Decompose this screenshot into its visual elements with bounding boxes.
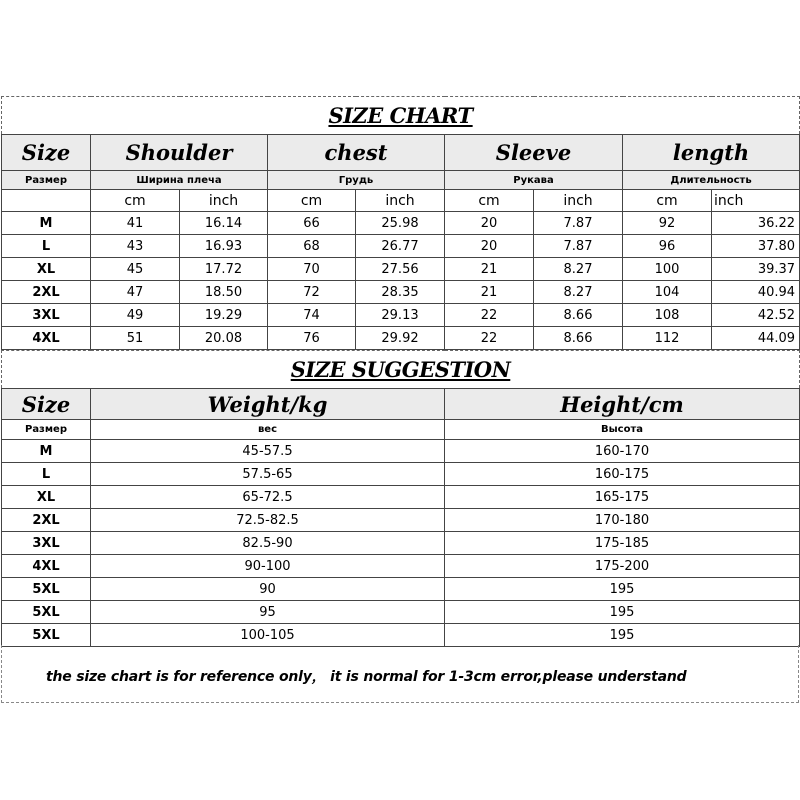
size-chart-header-row bbox=[2, 135, 800, 171]
cell-sleeve-inch: 7.87 bbox=[534, 235, 623, 258]
cell-length-cm: 100 bbox=[623, 258, 712, 281]
unit-blank bbox=[2, 190, 91, 212]
size-chart-table bbox=[1, 96, 800, 350]
subheader-size: Размер bbox=[2, 171, 91, 190]
cell-shoulder-cm: 43 bbox=[91, 235, 180, 258]
subheader-height: Высота bbox=[445, 420, 800, 440]
cell-sleeve-inch: 8.27 bbox=[534, 258, 623, 281]
table-row bbox=[2, 486, 800, 509]
cell-shoulder-inch: 19.29 bbox=[180, 304, 268, 327]
header-length: length bbox=[623, 135, 800, 171]
row-size: 4XL bbox=[2, 555, 91, 578]
cell-shoulder-cm: 51 bbox=[91, 327, 180, 350]
unit-inch: inch bbox=[356, 190, 445, 212]
subheader-sleeve: Рукава bbox=[445, 171, 623, 190]
cell-sleeve-cm: 20 bbox=[445, 212, 534, 235]
row-size: M bbox=[2, 440, 91, 463]
cell-chest-inch: 29.92 bbox=[356, 327, 445, 350]
unit-cm: cm bbox=[623, 190, 712, 212]
cell-shoulder-inch: 20.08 bbox=[180, 327, 268, 350]
cell-height: 170-180 bbox=[445, 509, 800, 532]
row-size: XL bbox=[2, 486, 91, 509]
unit-inch: inch bbox=[712, 190, 800, 212]
row-size: M bbox=[2, 212, 91, 235]
table-row bbox=[2, 258, 800, 281]
cell-chest-inch: 27.56 bbox=[356, 258, 445, 281]
cell-sleeve-cm: 21 bbox=[445, 258, 534, 281]
cell-sleeve-cm: 21 bbox=[445, 281, 534, 304]
cell-weight: 90 bbox=[91, 578, 445, 601]
header-size: Size bbox=[2, 135, 91, 171]
row-size: 2XL bbox=[2, 281, 91, 304]
cell-shoulder-cm: 41 bbox=[91, 212, 180, 235]
subheader-length: Длительность bbox=[623, 171, 800, 190]
row-size: 4XL bbox=[2, 327, 91, 350]
table-row bbox=[2, 440, 800, 463]
cell-chest-inch: 29.13 bbox=[356, 304, 445, 327]
row-size: 5XL bbox=[2, 624, 91, 647]
disclaimer-box bbox=[1, 645, 799, 703]
cell-height: 160-175 bbox=[445, 463, 800, 486]
size-suggestion-header-row bbox=[2, 389, 800, 420]
cell-sleeve-cm: 20 bbox=[445, 235, 534, 258]
table-row bbox=[2, 304, 800, 327]
unit-cm: cm bbox=[268, 190, 356, 212]
table-row bbox=[2, 624, 800, 647]
cell-height: 175-185 bbox=[445, 532, 800, 555]
table-row bbox=[2, 601, 800, 624]
cell-sleeve-inch: 8.66 bbox=[534, 327, 623, 350]
cell-length-inch: 44.09 bbox=[712, 327, 800, 350]
table-row bbox=[2, 509, 800, 532]
header-chest: chest bbox=[268, 135, 445, 171]
header-weight: Weight/kg bbox=[91, 389, 445, 420]
cell-weight: 95 bbox=[91, 601, 445, 624]
size-chart-subheader-row bbox=[2, 171, 800, 190]
cell-height: 160-170 bbox=[445, 440, 800, 463]
row-size: 3XL bbox=[2, 304, 91, 327]
cell-chest-cm: 72 bbox=[268, 281, 356, 304]
disclaimer-text: the size chart is for reference only， it is normal for 1-3cm error,please understand bbox=[46, 669, 687, 685]
cell-chest-cm: 66 bbox=[268, 212, 356, 235]
cell-sleeve-cm: 22 bbox=[445, 304, 534, 327]
cell-shoulder-inch: 16.93 bbox=[180, 235, 268, 258]
cell-height: 195 bbox=[445, 578, 800, 601]
cell-chest-cm: 68 bbox=[268, 235, 356, 258]
cell-height: 175-200 bbox=[445, 555, 800, 578]
size-sheet bbox=[1, 96, 799, 647]
row-size: L bbox=[2, 463, 91, 486]
cell-length-cm: 104 bbox=[623, 281, 712, 304]
cell-weight: 90-100 bbox=[91, 555, 445, 578]
cell-chest-cm: 74 bbox=[268, 304, 356, 327]
table-row bbox=[2, 463, 800, 486]
cell-weight: 82.5-90 bbox=[91, 532, 445, 555]
cell-length-inch: 39.37 bbox=[712, 258, 800, 281]
size-suggestion-title-row bbox=[2, 351, 800, 389]
header-height: Height/cm bbox=[445, 389, 800, 420]
cell-sleeve-cm: 22 bbox=[445, 327, 534, 350]
table-row bbox=[2, 212, 800, 235]
subheader-size: Размер bbox=[2, 420, 91, 440]
unit-cm: cm bbox=[445, 190, 534, 212]
header-sleeve: Sleeve bbox=[445, 135, 623, 171]
header-size: Size bbox=[2, 389, 91, 420]
unit-inch: inch bbox=[180, 190, 268, 212]
cell-sleeve-inch: 8.27 bbox=[534, 281, 623, 304]
subheader-chest: Грудь bbox=[268, 171, 445, 190]
unit-cm: cm bbox=[91, 190, 180, 212]
size-suggestion-table bbox=[1, 350, 800, 647]
size-suggestion-subheader-row bbox=[2, 420, 800, 440]
header-shoulder: Shoulder bbox=[91, 135, 268, 171]
table-row bbox=[2, 578, 800, 601]
row-size: 5XL bbox=[2, 578, 91, 601]
cell-length-cm: 112 bbox=[623, 327, 712, 350]
cell-length-inch: 40.94 bbox=[712, 281, 800, 304]
cell-shoulder-inch: 16.14 bbox=[180, 212, 268, 235]
cell-sleeve-inch: 7.87 bbox=[534, 212, 623, 235]
table-row bbox=[2, 235, 800, 258]
cell-shoulder-cm: 47 bbox=[91, 281, 180, 304]
row-size: L bbox=[2, 235, 91, 258]
cell-shoulder-inch: 17.72 bbox=[180, 258, 268, 281]
cell-length-inch: 36.22 bbox=[712, 212, 800, 235]
row-size: 5XL bbox=[2, 601, 91, 624]
cell-chest-inch: 26.77 bbox=[356, 235, 445, 258]
cell-chest-inch: 25.98 bbox=[356, 212, 445, 235]
cell-shoulder-inch: 18.50 bbox=[180, 281, 268, 304]
cell-sleeve-inch: 8.66 bbox=[534, 304, 623, 327]
cell-weight: 72.5-82.5 bbox=[91, 509, 445, 532]
size-suggestion-title: SIZE SUGGESTION bbox=[290, 357, 511, 382]
cell-height: 195 bbox=[445, 601, 800, 624]
cell-length-inch: 42.52 bbox=[712, 304, 800, 327]
unit-inch: inch bbox=[534, 190, 623, 212]
cell-length-cm: 92 bbox=[623, 212, 712, 235]
cell-shoulder-cm: 45 bbox=[91, 258, 180, 281]
cell-chest-inch: 28.35 bbox=[356, 281, 445, 304]
table-row bbox=[2, 281, 800, 304]
size-chart-title: SIZE CHART bbox=[328, 103, 473, 128]
size-chart-title-row bbox=[2, 97, 800, 135]
table-row bbox=[2, 555, 800, 578]
cell-shoulder-cm: 49 bbox=[91, 304, 180, 327]
table-row bbox=[2, 327, 800, 350]
unit-row bbox=[2, 190, 800, 212]
cell-length-cm: 96 bbox=[623, 235, 712, 258]
cell-weight: 57.5-65 bbox=[91, 463, 445, 486]
row-size: 2XL bbox=[2, 509, 91, 532]
row-size: XL bbox=[2, 258, 91, 281]
cell-weight: 45-57.5 bbox=[91, 440, 445, 463]
cell-chest-cm: 76 bbox=[268, 327, 356, 350]
row-size: 3XL bbox=[2, 532, 91, 555]
cell-weight: 65-72.5 bbox=[91, 486, 445, 509]
cell-length-inch: 37.80 bbox=[712, 235, 800, 258]
subheader-weight: вес bbox=[91, 420, 445, 440]
cell-height: 195 bbox=[445, 624, 800, 647]
cell-weight: 100-105 bbox=[91, 624, 445, 647]
subheader-shoulder: Ширина плеча bbox=[91, 171, 268, 190]
table-row bbox=[2, 532, 800, 555]
cell-length-cm: 108 bbox=[623, 304, 712, 327]
cell-height: 165-175 bbox=[445, 486, 800, 509]
cell-chest-cm: 70 bbox=[268, 258, 356, 281]
